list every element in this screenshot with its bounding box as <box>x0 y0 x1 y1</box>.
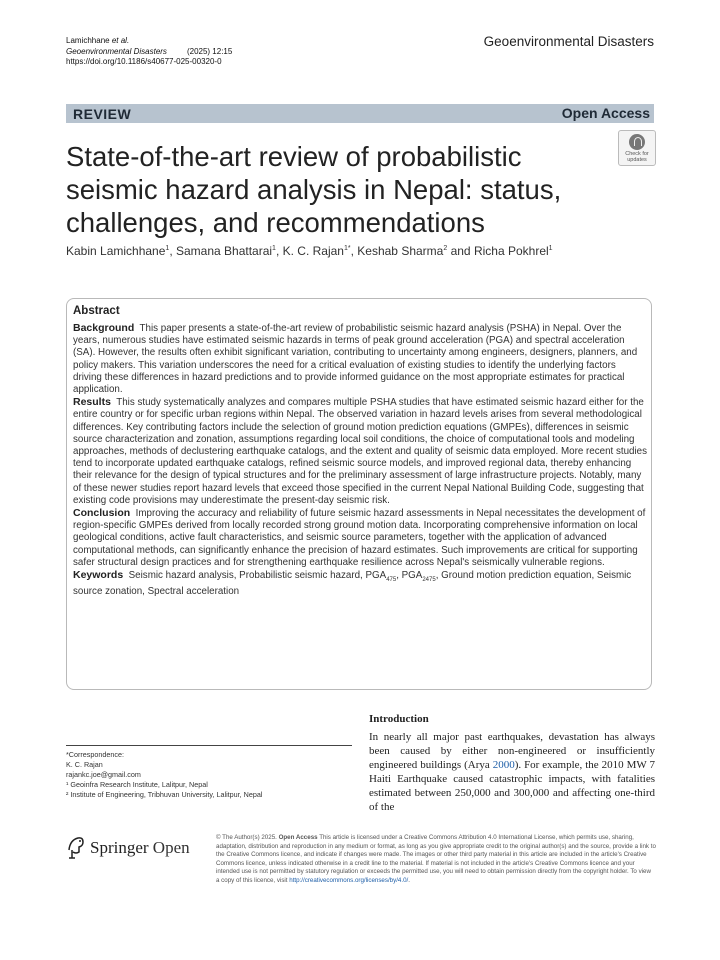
check-for-updates-button[interactable] <box>618 130 656 166</box>
article-title: State-of-the-art review of probabilistic seismic hazard analysis in Nepal: status, challenges, and recommendations <box>66 141 562 238</box>
year-volume: (2025) 12:15 <box>186 46 233 56</box>
article-type-label: REVIEW <box>73 106 132 122</box>
springer-wordmark <box>90 838 190 858</box>
et-al: et al. <box>111 36 130 45</box>
author-name[interactable]: K. C. Rajan <box>282 244 344 258</box>
keywords-part1: Seismic hazard analysis, Probabilistic seismic hazard, PGA <box>128 570 387 582</box>
journal-line <box>66 47 232 58</box>
author-separator: , <box>275 244 283 258</box>
open-word: Open <box>152 838 190 857</box>
conclusion-label: Conclusion <box>73 507 131 520</box>
article-meta <box>66 36 232 68</box>
springer-horse-icon <box>66 834 86 860</box>
correspondence-name: K. C. Rajan <box>66 760 103 769</box>
journal-title-right: Geoenvironmental Disasters <box>483 34 654 49</box>
abstract-heading: Abstract <box>73 305 120 317</box>
springer-open-logo <box>66 834 204 862</box>
author-separator: , <box>169 244 176 258</box>
correspondence-email[interactable]: rajankc.joe@gmail.com <box>66 770 141 779</box>
doi-link[interactable]: https://doi.org/10.1186/s40677-025-00320-0 <box>66 57 222 66</box>
abstract-conclusion <box>73 507 647 569</box>
author-separator: and <box>447 244 474 258</box>
introduction-heading: Introduction <box>369 713 429 725</box>
author-list <box>66 244 553 258</box>
correspondence-label: *Correspondence: <box>66 750 124 759</box>
affiliation-2: ² Institute of Engineering, Tribhuvan University, Lalitpur, Nepal <box>66 790 263 799</box>
copyright-text: © The Author(s) 2025. <box>216 834 277 841</box>
license-end: . <box>408 876 410 884</box>
author-line <box>66 36 232 47</box>
author-separator: , <box>350 244 358 258</box>
license-text: This article is licensed under a Creative Commons Attribution 4.0 International License, which permits use, sharing, adaptation, distribution and reproduction in any medium or format, as long as you give appropriate credit to the original author(s) and the source, provide a link to the Creative Commons licence, and indicate if changes were made. The images or other third party material in this article are included in the article's Creative Commons licence, unless indicated otherwise in a credit line to the material. If material is not included in the article's Creative Commons licence and your intended use is not permitted by statutory regulation or exceeds the permitted use, you will need to obtain permission directly from the copyright holder. To view a copy of this licence, visit <box>216 834 656 884</box>
check-updates-line2: updates <box>627 157 647 163</box>
intro-text-start: In nearly all major past earthquakes, devastation has always been caused by either non-engineered or insufficiently engineered buildings (Arya <box>369 731 655 771</box>
author-affiliation: 1 <box>548 245 553 252</box>
background-text: This paper presents a state-of-the-art review of probabilistic seismic hazard analysis (PSHA) in Nepal. Over the years, numerous studies have estimated seismic hazards in terms of peak ground acceleration (PGA) and spectral acceleration (SA). However, the results often exhibit significant variation, contributing to uncertainty among engineers, designers, planners, and policy makers. This variation underscores the need for a critical evaluation of existing studies to identify the underlying factors driving these differences in hazard predictions and to provide informed guidance on the most appropriate estimates for practical application. <box>73 323 638 396</box>
keywords-part3: , Ground motion prediction equation, Seismic source zonation, Spectral acceleration <box>73 570 632 598</box>
check-updates-line1: Check for <box>625 151 649 157</box>
results-label: Results <box>73 396 111 409</box>
keywords-sub2: 2475 <box>422 577 436 584</box>
abstract-background <box>73 322 647 396</box>
introduction-text <box>369 730 655 814</box>
author-affiliation: 1* <box>343 245 351 252</box>
license-link[interactable]: http://creativecommons.org/licenses/by/4.0/ <box>289 876 409 884</box>
keywords-sub1: 475 <box>386 577 397 584</box>
license-notice <box>216 834 656 886</box>
author-name[interactable]: Samana Bhattarai <box>175 244 273 258</box>
journal-name: Geoenvironmental Disasters <box>66 46 167 56</box>
open-access-label: Open Access <box>561 105 650 121</box>
first-author: Lamichhane <box>66 36 110 45</box>
correspondence-block <box>66 750 262 800</box>
correspondence-divider <box>66 745 352 746</box>
intro-text-end: ). For example, the 2010 MW 7 Haiti Earthquake caused catastrophic impacts, with fatalities estimated between 250,000 and 300,000 and affecting one-third of the <box>369 759 655 813</box>
abstract-keywords <box>73 569 647 598</box>
results-text: This study systematically analyzes and compares multiple PSHA studies that have estimated seismic hazard either for the entire country or for specific urban regions within Nepal. The observed variation in hazard levels arises from several methodological differences. Key contributing factors include the selection of ground motion prediction equations (GMPEs), differences in seismic source characterization and zonation, assumptions regarding local soil conditions, the choice of computational tools and modeling approaches, methods of declustering earthquake catalogs, and the extent and quality of seismic data employed. More recent studies tend to incorporate updated earthquake catalogs, refined seismic source models, and improved regional data, thereby enhancing their relevance for the design of typical structures and for the preliminary assessment of large infrastructure projects. Notably, many of these newer studies report hazard levels that exceed those specified in the current Nepal National Building Code, suggesting that existing code provisions may underestimate the present-day seismic risk. <box>73 397 648 506</box>
check-updates-icon <box>629 134 645 150</box>
author-affiliation: 1 <box>272 245 276 252</box>
affiliation-1: ¹ Geoinfra Research Institute, Lalitpur, Nepal <box>66 780 208 789</box>
keywords-label: Keywords <box>73 569 124 582</box>
citation-link[interactable]: 2000 <box>492 759 515 771</box>
abstract-results <box>73 396 647 507</box>
conclusion-text: Improving the accuracy and reliability of future seismic hazard assessments in Nepal necessitates the development of region-specific GMPEs derived from locally recorded strong ground motion data. Incorporating comprehensive information on local geological conditions, active fault characteristics, and seismic source parameters, together with the application of advanced computational methods, can significantly enhance the precision of hazard estimates. Such improvements are critical for supporting safer structural design practices and for strengthening earthquake resilience across Nepal's seismically vulnerable regions. <box>73 508 646 568</box>
author-name[interactable]: Keshab Sharma <box>357 244 444 258</box>
license-open-access: Open Access <box>278 834 318 841</box>
abstract-body <box>73 322 647 598</box>
background-label: Background <box>73 322 135 334</box>
keywords-part2: , PGA <box>396 570 423 582</box>
author-affiliation: 2 <box>443 245 448 252</box>
springer-word: Springer <box>90 838 149 857</box>
author-name[interactable]: Kabin Lamichhane <box>66 244 166 258</box>
author-affiliation: 1 <box>165 245 170 252</box>
author-name[interactable]: Richa Pokhrel <box>473 244 549 258</box>
abstract-box <box>66 298 652 690</box>
article-type-bar <box>66 104 654 123</box>
